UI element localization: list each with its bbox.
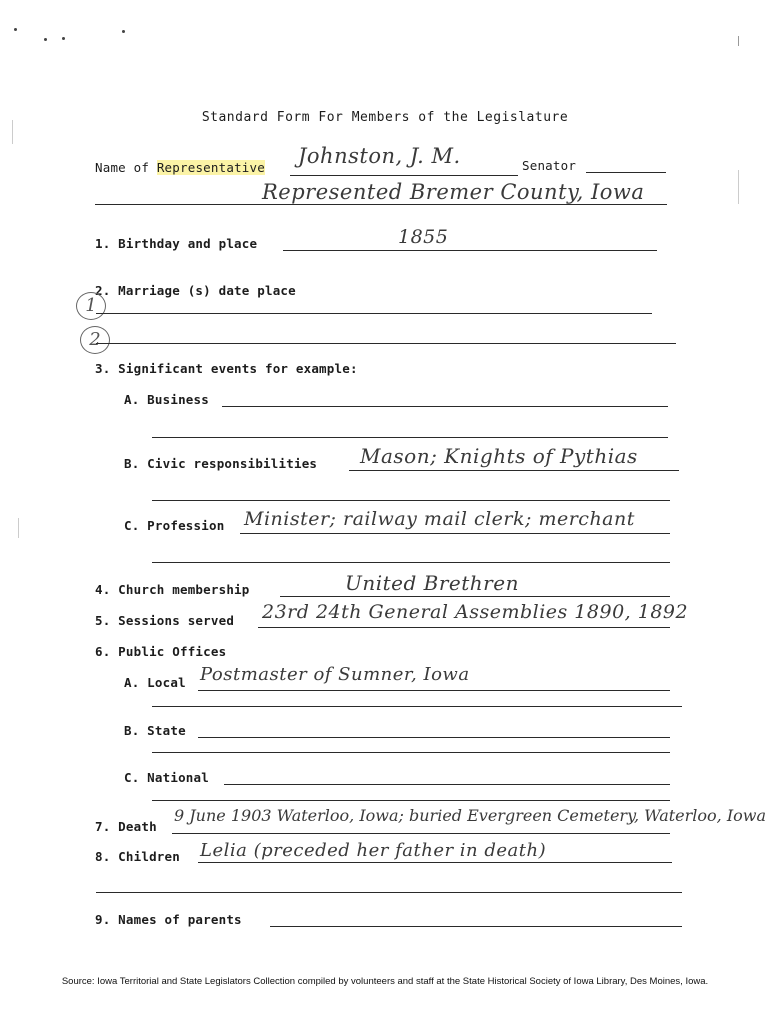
children-line	[198, 862, 672, 863]
state-label: B. State	[124, 723, 186, 738]
marriage-line-1	[96, 313, 652, 314]
state-line	[198, 737, 670, 738]
handwritten-sessions: 23rd 24th General Assemblies 1890, 1892	[262, 601, 689, 623]
marriage-mark-2: 2	[80, 326, 110, 354]
scan-speck	[44, 38, 47, 41]
handwritten-birth: 1855	[398, 226, 449, 248]
parents-label: 9. Names of parents	[95, 912, 242, 927]
sessions-label: 5. Sessions served	[95, 613, 235, 628]
handwritten-children: Lelia (preceded her father in death)	[200, 840, 547, 861]
civic-label: B. Civic responsibilities	[124, 456, 318, 471]
birthday-line	[283, 250, 657, 251]
name-line	[290, 175, 518, 176]
handwritten-represented: Represented Bremer County, Iowa	[262, 180, 645, 204]
profession-line-2	[152, 562, 670, 563]
local-label: A. Local	[124, 675, 186, 690]
handwritten-name: Johnston, J. M.	[298, 144, 461, 168]
scan-speck	[14, 28, 17, 31]
parents-line	[270, 926, 682, 927]
source-caption: Source: Iowa Territorial and State Legislators Collection compiled by volunteers and staff at the State Historical Society of Iowa Library, Des Moines, Iowa.	[61, 976, 709, 987]
business-line	[222, 406, 668, 407]
handwritten-civic: Mason; Knights of Pythias	[360, 444, 638, 468]
marriage-label: 2. Marriage (s) date place	[95, 283, 296, 298]
senator-line	[586, 172, 666, 173]
church-line	[280, 596, 670, 597]
senator-label: Senator	[522, 158, 577, 173]
national-line	[224, 784, 670, 785]
represented-line	[95, 204, 667, 205]
name-label-prefix: Name of	[95, 160, 157, 175]
civic-line	[349, 470, 679, 471]
children-line-2	[96, 892, 682, 893]
business-line-2	[152, 437, 668, 438]
profession-line	[240, 533, 670, 534]
representative-highlight: Representative	[156, 160, 265, 175]
civic-line-2	[152, 500, 670, 501]
marriage-mark-1: 1	[76, 292, 106, 320]
scan-speck	[122, 30, 125, 33]
name-label	[95, 160, 265, 175]
profession-label: C. Profession	[124, 518, 225, 533]
scan-edge-mark	[18, 518, 19, 538]
scan-edge-mark	[738, 36, 739, 46]
handwritten-death: 9 June 1903 Waterloo, Iowa; buried Evergreen Cemetery, Waterloo, Iowa	[174, 806, 767, 825]
business-label: A. Business	[124, 392, 209, 407]
national-label: C. National	[124, 770, 209, 785]
scan-edge-mark	[738, 170, 739, 204]
children-label: 8. Children	[95, 849, 180, 864]
church-label: 4. Church membership	[95, 582, 250, 597]
significant-events-label: 3. Significant events for example:	[95, 361, 358, 376]
national-line-2	[152, 800, 670, 801]
state-line-2	[152, 752, 670, 753]
handwritten-local: Postmaster of Sumner, Iowa	[200, 664, 470, 685]
form-title: Standard Form For Members of the Legislature	[201, 110, 569, 125]
death-label: 7. Death	[95, 819, 157, 834]
marriage-line-2	[96, 343, 676, 344]
handwritten-profession: Minister; railway mail clerk; merchant	[244, 508, 635, 530]
public-offices-label: 6. Public Offices	[95, 644, 227, 659]
death-line	[172, 833, 670, 834]
birthday-label: 1. Birthday and place	[95, 236, 258, 251]
handwritten-church: United Brethren	[345, 571, 519, 595]
local-line-2	[152, 706, 682, 707]
local-line	[198, 690, 670, 691]
sessions-line	[258, 627, 670, 628]
scan-speck	[62, 37, 65, 40]
